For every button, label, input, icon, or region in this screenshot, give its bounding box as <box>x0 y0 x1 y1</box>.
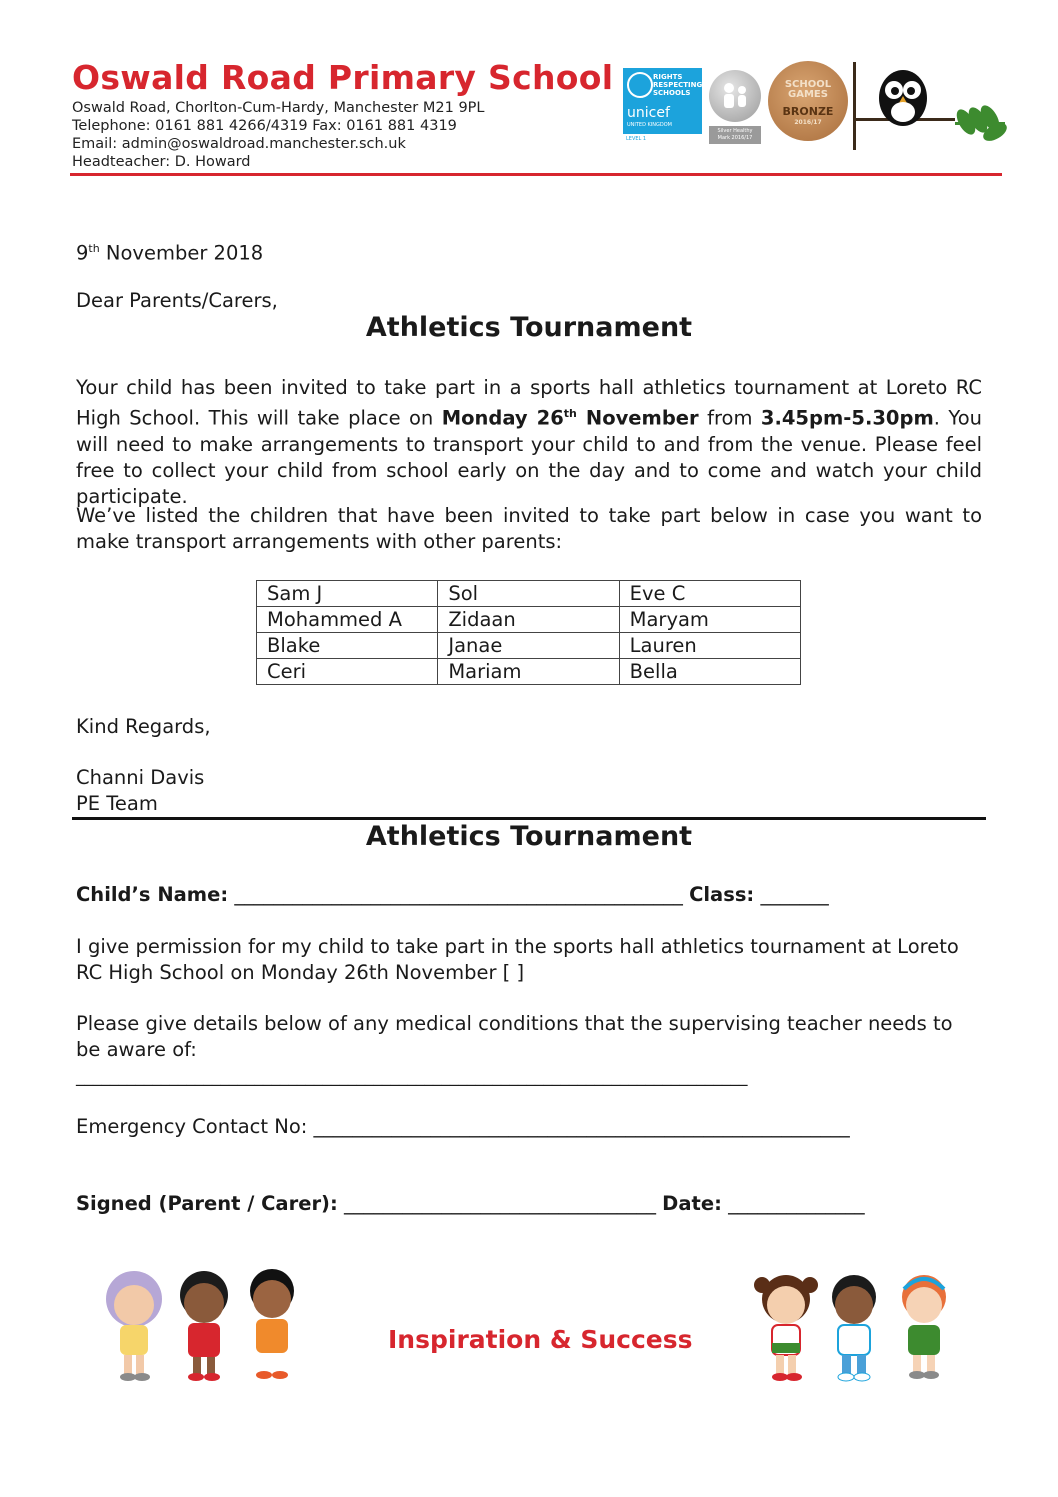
event-day: Monday 26 <box>441 406 564 430</box>
silver-caption-1: Silver Healthy <box>717 128 753 134</box>
rrs-line-3: SCHOOLS <box>653 89 691 97</box>
paragraph-children-list: We’ve listed the children that have been invited to take part below in case you want to make transport arrangements with other parents: <box>76 504 982 553</box>
child-name-cell: Sol <box>438 581 619 607</box>
date-label: Date: <box>662 1192 722 1215</box>
headteacher: Headteacher: D. Howard <box>72 154 251 170</box>
child-name-cell: Lauren <box>619 633 800 659</box>
owl-logo <box>850 60 1008 152</box>
rrs-line-1: RIGHTS <box>653 73 683 81</box>
child-name-cell: Bella <box>619 659 800 685</box>
table-row <box>257 633 801 659</box>
school-motto: Inspiration & Success <box>388 1325 693 1354</box>
paragraph-invitation <box>76 375 982 510</box>
emergency-label: Emergency Contact No: <box>76 1115 308 1138</box>
p1-text-c: . You will need to make arrangements to transport your child to and from the venue. Please feel free to collect your child from school early on the day and to come and watch your child participate. <box>76 406 982 508</box>
medical-prompt: Please give details below of any medical conditions that the supervising teacher needs to be aware of: <box>76 1012 953 1061</box>
child-name-cell: Mohammed A <box>257 607 438 633</box>
child-name-field[interactable]: ______________________________________________ <box>234 883 683 906</box>
letter-date <box>76 236 263 267</box>
date-rest: November 2018 <box>99 241 264 265</box>
child-name-cell: Eve C <box>619 581 800 607</box>
greeting: Dear Parents/Carers, <box>76 289 278 312</box>
header-rule <box>70 173 1002 176</box>
signed-label: Signed (Parent / Carer): <box>76 1192 338 1215</box>
class-field[interactable]: _______ <box>760 883 829 906</box>
signature-field[interactable]: ________________________________ <box>343 1192 656 1215</box>
child-name-row <box>76 882 829 908</box>
healthy-schools-silver-logo <box>709 70 761 122</box>
child-name-cell: Zidaan <box>438 607 619 633</box>
emergency-row <box>76 1114 850 1140</box>
silver-caption-2: Mark 2016/17 <box>717 135 753 141</box>
games-line-1: SCHOOL <box>784 79 832 90</box>
date-field[interactable]: ______________ <box>728 1192 865 1215</box>
p1-text-b: from <box>698 406 761 430</box>
child-name-cell: Blake <box>257 633 438 659</box>
globe-icon <box>627 72 653 98</box>
form-title: Athletics Tournament <box>365 821 693 852</box>
medical-field[interactable]: _______________________________________________________________________________ <box>76 1067 748 1087</box>
p1-text-a: Your child has been invited to take part in a sports hall athletics tournament at Loreto RC High School. This will take place on <box>76 376 982 430</box>
rrs-line-2: RESPECTING <box>653 81 703 89</box>
children-illustration-right <box>748 1265 963 1387</box>
event-time: 3.45pm-5.30pm <box>760 406 934 430</box>
date-day: 9 <box>76 241 89 265</box>
school-games-bronze-logo <box>768 61 848 141</box>
child-name-label: Child’s Name: <box>76 883 229 906</box>
table-row <box>257 607 801 633</box>
table-row <box>257 659 801 685</box>
school-name: Oswald Road Primary School <box>72 58 614 97</box>
event-month: November <box>576 406 699 430</box>
family-icon <box>709 70 761 122</box>
tear-off-line <box>72 817 986 820</box>
school-address: Oswald Road, Chorlton-Cum-Hardy, Manchester M21 9PL <box>72 100 485 116</box>
games-line-2: GAMES <box>788 89 828 100</box>
rights-respecting-unicef-logo <box>623 68 702 134</box>
permission-statement[interactable]: I give permission for my child to take part in the sports hall athletics tournament at Loreto RC High School on Monday 26th November [ ] <box>76 935 959 984</box>
table-row <box>257 581 801 607</box>
event-day-suffix: th <box>563 407 577 420</box>
class-label: Class: <box>689 883 755 906</box>
child-name-cell: Sam J <box>257 581 438 607</box>
games-year: 2016/17 <box>794 119 822 126</box>
level-label: LEVEL 1 <box>626 136 647 142</box>
signature-row <box>76 1191 865 1217</box>
child-name-cell: Maryam <box>619 607 800 633</box>
games-line-3: BRONZE <box>782 105 834 118</box>
school-email: Email: admin@oswaldroad.manchester.sch.uk <box>72 136 406 152</box>
child-name-cell: Janae <box>438 633 619 659</box>
unicef-wordmark: unicef <box>627 105 670 121</box>
school-phone: Telephone: 0161 881 4266/4319 Fax: 0161 881 4319 <box>72 118 457 134</box>
children-table <box>256 580 801 685</box>
signer-name: Channi Davis <box>76 766 205 789</box>
unicef-sub: UNITED KINGDOM <box>627 122 672 128</box>
letter-title: Athletics Tournament <box>365 312 693 343</box>
emergency-field[interactable]: _______________________________________________________ <box>313 1115 850 1138</box>
child-name-cell: Mariam <box>438 659 619 685</box>
date-suffix: th <box>88 242 100 255</box>
child-name-cell: Ceri <box>257 659 438 685</box>
children-illustration-left <box>96 1265 311 1385</box>
signer-team: PE Team <box>76 792 158 815</box>
closing: Kind Regards, <box>76 715 211 738</box>
